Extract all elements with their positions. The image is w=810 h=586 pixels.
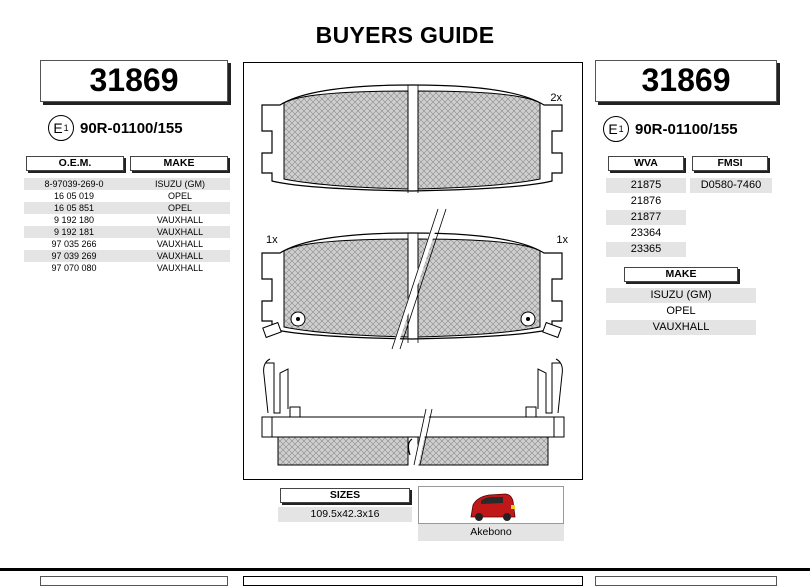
list-item: 21876 [630,195,662,207]
make-list [606,288,756,335]
table-row: 97 039 269 VAUXHALL [24,250,230,262]
middle-pad-view [262,209,562,349]
qty-right-label: 1x [556,234,568,246]
manufacturer-image [418,486,564,524]
table-row: 9 192 181 VAUXHALL [24,226,230,238]
approval-left [48,115,183,141]
list-item: 23364 [630,227,662,239]
approval-code-right: 90R-01100/155 [635,120,738,138]
manufacturer-caption: Akebono [418,524,564,541]
list-item: 21875 [606,178,686,193]
car-image [419,487,563,523]
table-row: 16 05 019 OPEL [53,191,192,201]
qty-top-label: 2x [550,92,562,104]
technical-drawing [243,62,583,480]
make-header: MAKE [130,156,228,171]
list-item: 23365 [606,242,686,257]
approval-code-left: 90R-01100/155 [80,119,183,137]
part-number-right: 31869 [641,62,731,98]
wva-header: WVA [608,156,684,171]
next-box-left [40,576,228,586]
list-item: 21877 [606,210,686,225]
list-item: OPEL [666,305,696,317]
page-title: BUYERS GUIDE [315,22,495,48]
brake-pad-drawing [244,63,582,479]
table-row: 16 05 851 OPEL [24,202,230,214]
wva-list [606,178,686,257]
oem-table [24,178,230,274]
table-row: 97 070 080 VAUXHALL [51,263,204,273]
page-divider [0,568,810,571]
table-row: 97 035 266 VAUXHALL [51,239,204,249]
top-pad-view [262,85,562,193]
next-box-right [595,576,777,586]
fmsi-list [690,178,772,193]
e-mark-icon: E 1 [603,116,629,142]
oem-header: O.E.M. [26,156,124,171]
table-row: 9 192 180 VAUXHALL [53,215,204,225]
approval-right [603,116,738,142]
make-list-header: MAKE [624,267,738,282]
table-row: 8-97039-269-0 ISUZU (GM) [24,178,230,190]
qty-left-label: 1x [266,234,278,246]
e-mark-icon: E 1 [48,115,74,141]
next-box-center [243,576,583,586]
sizes-header: SIZES [280,488,410,503]
list-item: VAUXHALL [606,320,756,335]
list-item: D0580-7460 [690,178,772,193]
fmsi-header: FMSI [692,156,768,171]
side-pad-view [262,359,564,465]
part-number-box-left [40,60,228,102]
part-number-box-right [595,60,777,102]
list-item: ISUZU (GM) [606,288,756,303]
sizes-value: 109.5x42.3x16 [278,507,412,522]
part-number-left: 31869 [89,62,179,98]
